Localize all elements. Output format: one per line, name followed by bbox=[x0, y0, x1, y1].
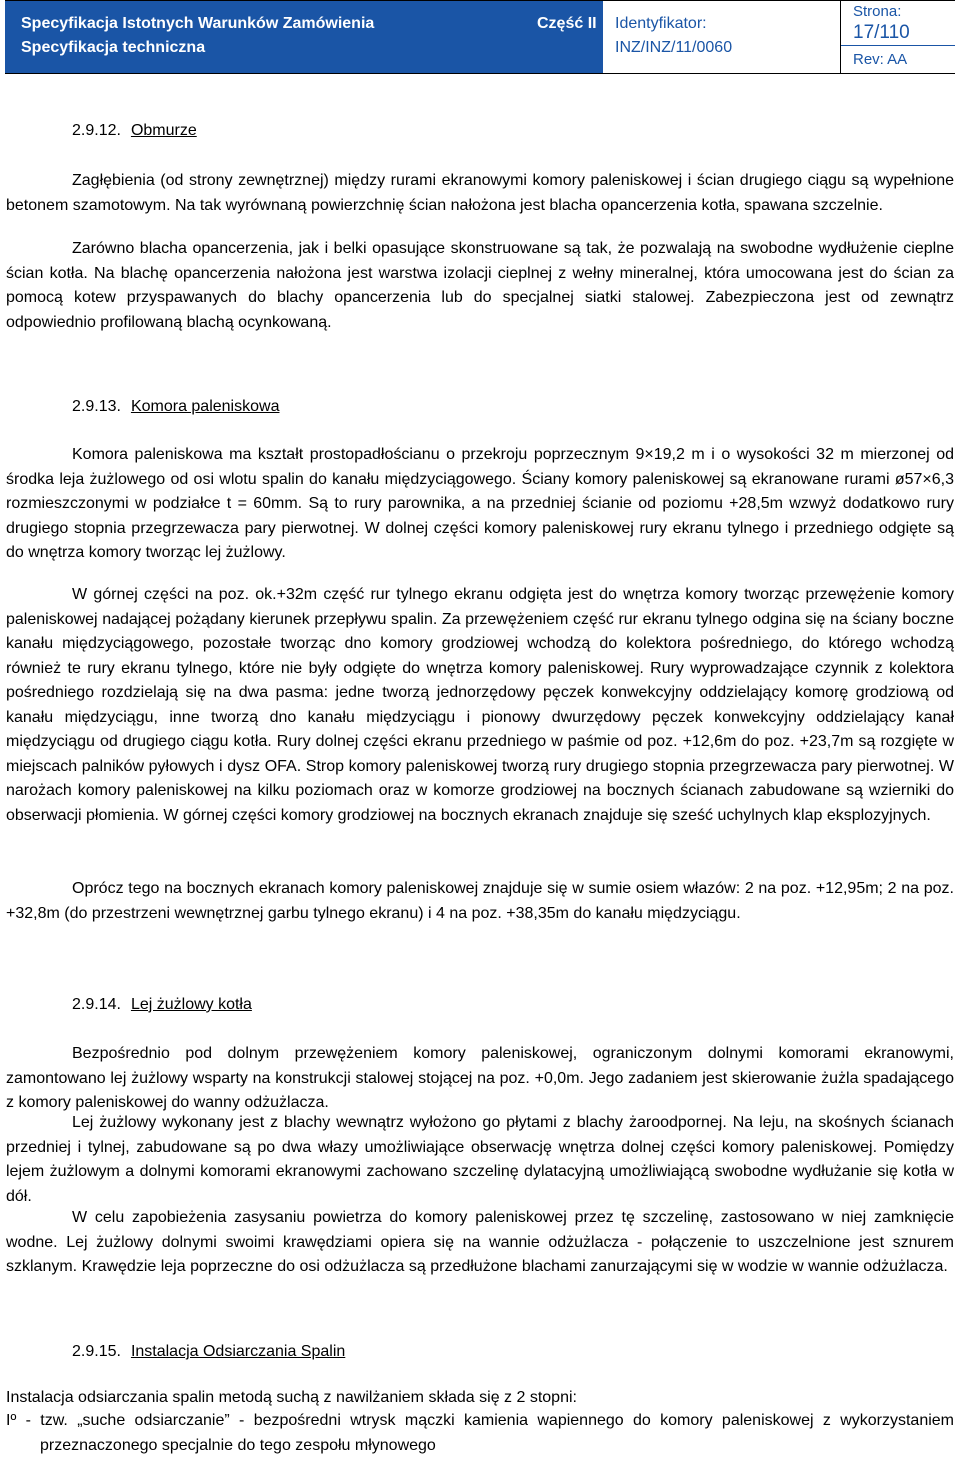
paragraph bbox=[6, 237, 954, 335]
section-number: 2.9.13. bbox=[72, 398, 121, 415]
paragraph-text: Lej żużlowy wykonany jest z blachy wewnątrz wyłożono go płytami z blachy żaroodpornej. Na leju, na skośnych ścianach przedniej i tylnej, zabudowane są po dwa włazy umożliwiające obserwację wnętrza dolnej części komory paleniskowej. Pomiędzy lejem żużlowym a dolnymi komorami ekranowymi zachowano szczelinę dylatacyjną umożliwiającą swobodne wydłużanie się kotła w dół. bbox=[6, 1114, 954, 1205]
section-title: Obmurze bbox=[130, 122, 197, 139]
paragraph-text: Instalacja odsiarczania spalin metodą suchą z nawilżaniem składa się z 2 stopni: bbox=[6, 1389, 577, 1406]
paragraph bbox=[6, 169, 954, 218]
header-title: Specyfikacja Istotnych Warunków Zamówienia bbox=[21, 15, 375, 32]
section-title: Lej żużlowy kotła bbox=[130, 996, 252, 1013]
list-item-text: Iº - tzw. „suche odsiarczanie” - bezpośredni wtrysk mączki kamienia wapiennego do komory paleniskowej z wykorzystaniem przeznaczonego specjalnie do tego zespołu młynowego bbox=[6, 1412, 954, 1454]
header-identifier-cell bbox=[605, 1, 841, 73]
paragraph-text: Bezpośrednio pod dolnym przewężeniem komory paleniskowej, ograniczonym dolnymi komorami ekranowymi, zamontowano lej żużlowy wsparty na konstrukcji stalowej stojącej na poz. +0,0m. Jego zadaniem jest skierowanie żużla spadającego z komory paleniskowej do wanny odżużlacza. bbox=[6, 1045, 954, 1111]
paragraph-text: Zarówno blacha opancerzenia, jak i belki opasujące skonstruowane są tak, że pozwalają na swobodne wydłużenie cieplne ścian kotła. Na blachę opancerzenia nałożona jest warstwa izolacji cieplnej z wełny mineralnej, która umocowana jest do ścian za pomocą kotew przyspawanych do blachy opancerzenia lub do specjalnej siatki stalowej. Zabezpieczona jest od zewnątrz odpowiednio profilowaną blachą ocynkowaną. bbox=[6, 240, 954, 331]
paragraph bbox=[6, 1386, 954, 1411]
section-heading-odsiarczanie bbox=[72, 1343, 345, 1361]
header-part: Część II bbox=[537, 15, 597, 32]
paragraph bbox=[6, 1206, 954, 1280]
section-number: 2.9.14. bbox=[72, 996, 121, 1013]
paragraph-text: W celu zapobieżenia zasysaniu powietrza do komory paleniskowej przez tę szczelinę, zastosowano w niej zamknięcie wodne. Lej żużlowy dolnymi swoimi krawędziami opiera się na wannie odżużlacza - połączenie to uszczelnione jest sznurem szklanym. Krawędzie leja poprzeczne do osi odżużlacza są przedłużone blachami zanurzającymi się w wodzie w wannie odżużlacza. bbox=[6, 1209, 954, 1275]
identifier-value: INZ/INZ/11/0060 bbox=[615, 39, 733, 56]
section-heading-lej bbox=[72, 996, 252, 1014]
paragraph-text: Zagłębienia (od strony zewnętrznej) między rurami ekranowymi komory paleniskowej i ścian drugiego ciągu są wypełnione betonem szamotowym. Na tak wyrównaną powierzchnię ścian nałożona jest blacha opancerzenia kotła, spawana szczelnie. bbox=[6, 172, 954, 214]
page-number: 17/110 bbox=[853, 22, 910, 43]
document-header bbox=[5, 0, 955, 74]
section-title: Instalacja Odsiarczania Spalin bbox=[130, 1343, 346, 1360]
list-item bbox=[6, 1409, 954, 1458]
paragraph bbox=[6, 443, 954, 566]
section-number: 2.9.15. bbox=[72, 1343, 121, 1360]
header-title-cell bbox=[5, 1, 605, 73]
revision-label: Rev: AA bbox=[853, 51, 908, 68]
section-title: Komora paleniskowa bbox=[130, 398, 280, 415]
paragraph-text: W górnej części na poz. ok.+32m część rur tylnego ekranu odgięta jest do wnętrza komory tworząc przewężenie komory paleniskowej nadającej pożądany kierunek przepływu spalin. Za przewężeniem część rur ekranu tylnego odgina się na ściany boczne kanału międzyciągowego, pozostałe tworząc dno komory grodziowej wchodzą do kolektora pośredniego, do którego wchodzą również te rury ekranu tylnego, które nie były odgięte do wnętrza komory paleniskowej. Rury wyprowadzające czynnik z kolektora pośredniego rozdzielają się na dwa pasma: jedne tworzą jednorzędowy pęczek konwekcyjny oddzielający komorę grodziową od kanału międzyciągu, inne tworzą dno kanału międzyciągu i pionowy dwurzędowy pęczek konwekcyjny oddzielający kanał międzyciągu od drugiego ciągu kotła. Rury dolnej części ekranu przedniego w paśmie od poz. +12,6m do poz. +23,7m są rozgięte w miejscach palników pyłowych i dysz OFA. Strop komory paleniskowej tworzą rury drugiego stopnia przegrzewacza pary pierwotnej. W narożach komory paleniskowej na kilku poziomach oraz w komorze grodziowej na bocznych ścianach zabudowane są wzierniki do obserwacji płomienia. W górnej części komory grodziowej na bocznych ekranach znajduje się sześć uchylnych klap eksplozyjnych. bbox=[6, 586, 954, 824]
paragraph bbox=[6, 1111, 954, 1209]
paragraph-text: Oprócz tego na bocznych ekranach komory paleniskowej znajduje się w sumie osiem włazów: 2 na poz. +12,95m; 2 na poz. +32,8m (do przestrzeni wewnętrznej garbu tylnego ekranu) i 4 na poz. +38,35m do kanału międzyciągu. bbox=[6, 880, 954, 922]
revision-box bbox=[841, 45, 955, 73]
section-heading-komora bbox=[72, 398, 279, 416]
section-number: 2.9.12. bbox=[72, 122, 121, 139]
header-subtitle: Specyfikacja techniczna bbox=[21, 39, 206, 56]
paragraph bbox=[6, 1042, 954, 1116]
header-page-cell bbox=[841, 1, 955, 73]
paragraph bbox=[6, 877, 954, 926]
identifier-label: Identyfikator: bbox=[615, 15, 707, 32]
paragraph-text: Komora paleniskowa ma kształt prostopadłościanu o przekroju poprzecznym 9×19,2 m i o wysokości 32 m mierzonej od środka leja żużlowego od osi wlotu spalin do kanału międzyciągowego. Ściany komory paleniskowej są ekranowane rurami ø57×6,3 rozmieszczonymi w podziałce t = 60mm. Są to rury parownika, a na przedniej ścianie od poziomu +28,5m wzwyż dodatkowo rury drugiego stopnia przegrzewacza pary pierwotnej. W dolnej części komory paleniskowej rury ekranu tylnego i przedniego odgięte są do wnętrza komory tworząc lej żużlowy. bbox=[6, 446, 954, 561]
paragraph bbox=[6, 583, 954, 828]
section-heading-obmurze bbox=[72, 122, 197, 140]
page-label: Strona: bbox=[853, 3, 902, 20]
